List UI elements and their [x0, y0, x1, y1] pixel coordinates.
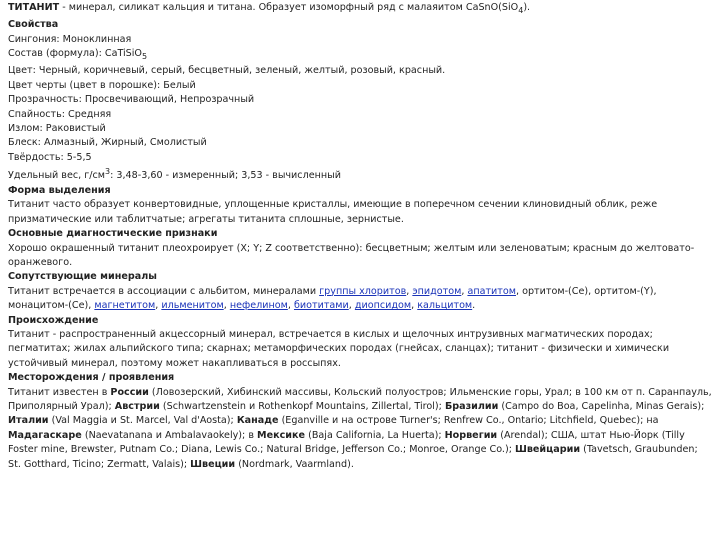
diagnostics-heading: Основные диагностические признаки [8, 228, 218, 240]
habit-heading: Форма выделения [8, 184, 111, 196]
hardness-line: Твёрдость: 5-5,5 [8, 151, 92, 163]
streak-line: Цвет черты (цвет в порошке): Белый [8, 79, 196, 91]
habit-text: Титанит часто образует конвертовидные, уплощенные кристаллы, имеющие в поперечном сечении клиновидный облик, реже призматические или таблитчатые; агрегаты титанита сплошные, зернистые. [8, 199, 658, 225]
associated-text: Титанит встречается в ассоциации с альбитом, минералами группы хлоритов, эпидотом, апатитом, ортитом-(Ce), ортитом-(Y), монацитом-(Ce), магнетитом, ильменитом, нефелином, биотитами, диопсидом, кальцитом. [8, 285, 657, 312]
link-calcite[interactable]: кальцитом [417, 300, 473, 312]
properties-heading: Свойства [8, 19, 59, 31]
origin-heading: Происхождение [8, 314, 99, 326]
diagnostics-text: Хорошо окрашенный титанит плеохроирует (X; Y; Z соответственно): бесцветным; желтым или зеленоватым; красным до желтовато-оранжевого. [8, 242, 695, 268]
link-diopside[interactable]: диопсидом [354, 300, 412, 312]
density-line: Удельный вес, $г/см^3$: 3,48-3,60 - измеренный; 3,53 - вычисленный [8, 167, 341, 182]
luster-line: Блеск: Алмазный, Жирный, Смолистый [8, 137, 207, 149]
fracture-line: Излом: Раковистый [8, 123, 106, 135]
syngony-line: Сингония: Моноклинная [8, 33, 132, 45]
associated-heading: Сопутствующие минералы [8, 271, 157, 283]
link-magnetite[interactable]: магнетитом [94, 300, 156, 312]
link-chlorite-group[interactable]: группы хлоритов [319, 285, 407, 297]
transparency-line: Прозрачность: Просвечивающий, Непрозрачный [8, 94, 255, 106]
link-ilmenite[interactable]: ильменитом [161, 300, 224, 312]
link-biotite[interactable]: биотитами [293, 300, 349, 312]
link-nepheline[interactable]: нефелином [229, 300, 288, 312]
formula-line: Состав (формула): CaTiSiO$_5$ [8, 48, 148, 62]
localities-heading: Месторождения / проявления [8, 372, 175, 384]
cleavage-line: Спайность: Средняя [8, 108, 112, 120]
intro-paragraph: ТИТАНИТ - минерал, силикат кальция и титана. Образует изоморфный ряд с малаяитом CaSnO(SiO$_4$). [8, 2, 531, 15]
localities-text: Титанит известен в России (Ловозерский, Хибинский массивы, Кольский полуостров; Ильменские горы, Урал; в 100 км от п. Саранпауль, Приполярный Урал); Австрии (Schwartzenstein и Rothenkopf Mountains, Zillertal, Tirol); Бразилии (Campo do Boa, Capelinha, Minas Gerais); Италии (Val Maggia и St. Marcel, Val d'Aosta); Канаде (Eganville и на острове Turner's; Renfrew Co., Ontario; Litchfield, Quebec); на Мадагаскаре (Naevatanana и Ambalavaokely); в Мексике (Baja California, La Huerta); Норвегии (Arendal); США, штат Нью-Йорк (Tilly Foster mine, Brewster, Putnam Co.; Diana, Lewis Co.; Natural Bridge, Jefferson Co.; Monroe, Orange Co.); Швейцарии (Tavetsch, Graubunden; St. Gotthard, Ticino; Zermatt, Valais); Швеции (Nordmark, Vaarmland). [8, 386, 712, 470]
link-apatite[interactable]: апатитом [467, 285, 516, 297]
link-epidote[interactable]: эпидотом [412, 285, 462, 297]
mineral-name: ТИТАНИТ [8, 2, 60, 13]
color-line: Цвет: Черный, коричневый, серый, бесцветный, зеленый, желтый, розовый, красный. [8, 65, 446, 77]
origin-text: Титанит - распространенный акцессорный минерал, встречается в кислых и щелочных интрузивных магматических породах; пегматитах; жилах альпийского типа; скарнах; метаморфических породах (гнейсах, сланцах); титанит - физически и химически устойчивый минерал, поэтому может накапливаться в россыпях. [8, 328, 670, 369]
